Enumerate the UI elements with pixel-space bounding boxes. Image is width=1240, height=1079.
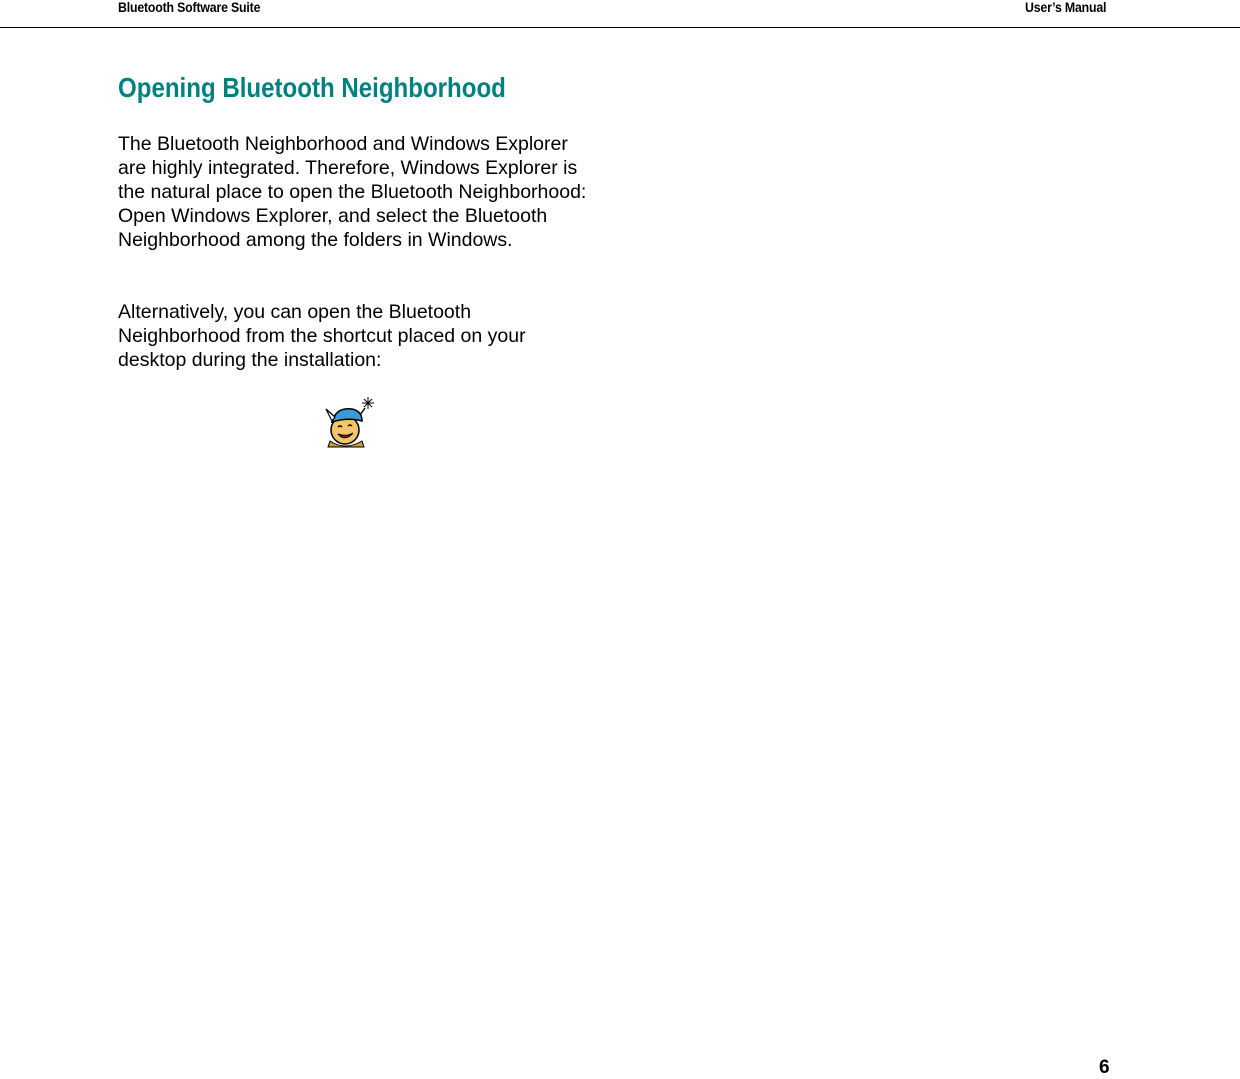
page-number: 6 — [1099, 1057, 1110, 1078]
sparkle-icon — [362, 397, 374, 409]
bluetooth-neighborhood-viking-icon[interactable] — [324, 395, 380, 449]
section-title: Opening Bluetooth Neighborhood — [118, 72, 506, 103]
intro-paragraph: The Bluetooth Neighborhood and Windows Explorer are highly integrated. Therefore, Windows Explorer is the natural place to open the Bluetooth Neighborhood: Open Windows Explorer, and select the Bluetooth Neighborhood among the folders in Windows. — [118, 133, 587, 251]
document-title: Bluetooth Software Suite — [118, 0, 261, 15]
shortcut-paragraph: Alternatively, you can open the Bluetooth Neighborhood from the shortcut placed on your desktop during the installation: — [118, 301, 526, 371]
running-header — [0, 0, 1240, 28]
manual-label: User’s Manual — [1025, 0, 1107, 15]
